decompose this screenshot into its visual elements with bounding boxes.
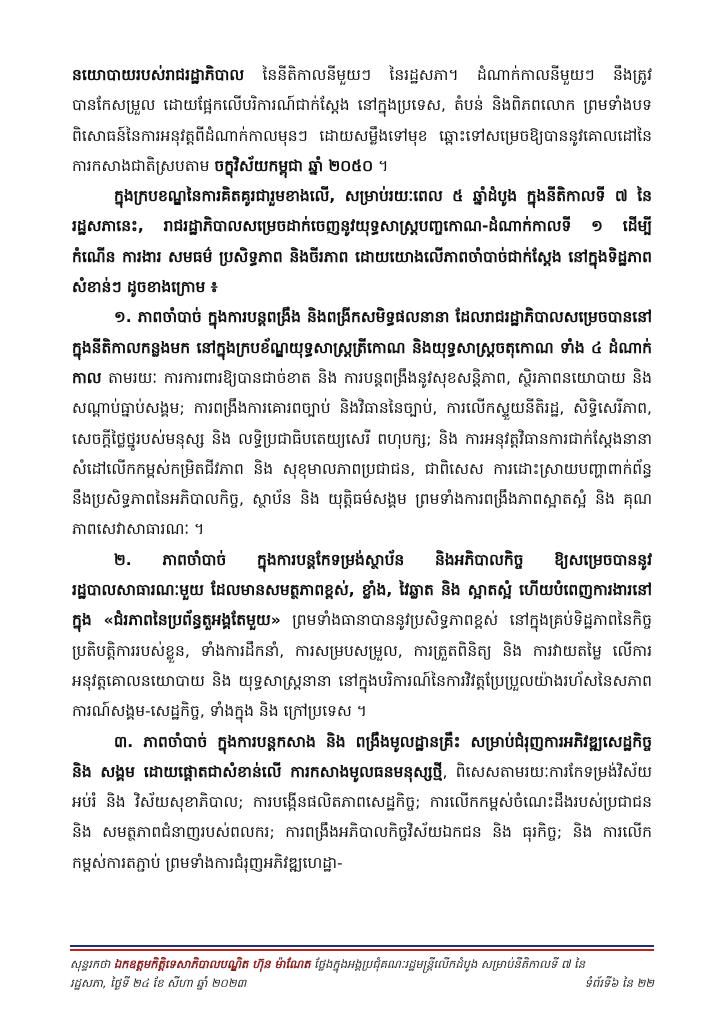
bold-text-run: នយោបាយរបស់រាជរដ្ឋាភិបាល: [72, 66, 245, 84]
bold-text-run: ក្នុងក្របខណ្ឌនៃការគិតគូរជារួមខាងលើ, សម្រាប់រយៈពេល ៥ ឆ្នាំដំបូង ក្នុងនីតិកាលទី ៧ នៃរដ្ឋសភានេះ, រាជរដ្ឋាភិបាលសម្រេចដាក់ចេញនូវយុទ្ធសាស្ត្របញ្ចកោណ-ដំណាក់កាលទី ១ ដើម្បី កំណើន ការងារ សមធម៌ ប្រសិទ្ធភាព និងចីរភាព ដោយយោងលើភាពចាំបាច់ជាក់ស្តែង នៅក្នុងទិដ្ឋភាពសំខាន់ៗ ដូចខាងក្រោម ៖: [72, 187, 652, 297]
paragraph-p2: [72, 302, 652, 544]
paragraph-p3: [72, 545, 652, 727]
paragraph-p4: [72, 727, 652, 878]
text-run: ។: [373, 156, 389, 175]
paragraph-p0: [72, 60, 652, 181]
bold-text-run: ៣. ភាពចាំបាច់ ក្នុងការបន្តកសាង និង ពង្រឹងមូលដ្ឋានគ្រឹះ សម្រាប់ជំរុញការអភិវឌ្ឍសេដ្ឋកិច្ច និង សង្គម ដោយផ្តោតជាសំខាន់លើ ការកសាងមូលធនមនុស្សថ្មី: [72, 732, 652, 781]
text-run: ព្រមទាំងធានាបាននូវប្រសិទ្ធភាពខ្ពស់ នៅក្នុងគ្រប់ទិដ្ឋភាពនៃកិច្ចប្រតិបត្តិការរបស់ខ្លួន, ទាំងការដឹកនាំ, ការសម្របសម្រួល, ការត្រួតពិនិត្យ និង ការវាយតម្លៃ លើការអនុវត្តគោលនយោបាយ និង យុទ្ធសាស្ត្រនានា នៅក្នុងបរិការណ៍នៃការវិវត្តប្រែប្រួលយ៉ាងរហ័សនៃសភាពការណ៍សង្គម-សេដ្ឋកិច្ច, ទាំងក្នុង និង ក្រៅប្រទេស ។: [72, 611, 652, 721]
footer-line-2: [70, 974, 654, 993]
bold-text-run: ចក្ខុវិស័យកម្ពុជា ឆ្នាំ ២០៥០: [214, 156, 374, 175]
footer-prefix: សុន្ទរកថា: [70, 957, 111, 971]
page-footer: [70, 955, 654, 993]
bold-text-run: ១. ភាពចាំបាច់ ក្នុងការបន្តពង្រឹង និងពង្រីកសមិទ្ធផលនានា ដែលរាជរដ្ឋាភិបាលសម្រេចបាននៅក្នុងនីតិកាលកន្លងមក នៅក្នុងក្របខ័ណ្ឌយុទ្ធសាស្ត្រត្រីកោណ និងយុទ្ធសាស្ត្រចតុកោណ ទាំង ៤ ដំណាក់កាល: [72, 308, 652, 387]
page-number: ទំព័រទី៦ នៃ ២២: [584, 976, 654, 990]
document-body: [72, 60, 652, 878]
text-run: តាមរយៈ ការការពារឱ្យបានជាច់ខាត និង ការបន្តពង្រឹងនូវសុខសន្តិភាព, ស្ថិរភាពនយោបាយ និង សណ្តាប់ធ្នាប់សង្គម; ការពង្រឹងការគោរពច្បាប់ និងវិធាននៃច្បាប់, ការលើកស្ទួយនីតិរដ្ឋ, សិទ្ធិសេរីភាព, សេចក្តីថ្លៃថ្នូរបស់មនុស្ស និង លទ្ធិប្រជាធិបតេយ្យសេរី ពហុបក្ស; និង ការអនុវត្តវិធានការជាក់ស្តែងនានា សំដៅលើកកម្ពស់កម្រិតជីវភាព និង សុខុមាលភាពប្រជាជន, ជាពិសេស ការដោះស្រាយបញ្ហាពាក់ព័ន្ធនឹងប្រសិទ្ធភាពនៃអភិបាលកិច្ច, ស្ថាប័ន និង យុត្តិធម៌សង្គម ព្រមទាំងការពង្រឹងភាពស្អាតស្អំ និង គុណភាពសេវាសាធារណៈ ។: [72, 368, 652, 539]
paragraph-p1: [72, 181, 652, 302]
footer-date: រដ្ឋសភា, ថ្ងៃទី ២៤ ខែ សីហា ឆ្នាំ ២០២៣: [70, 976, 247, 990]
bold-text-run: ២. ភាពចាំបាច់ ក្នុងការបន្តកែទម្រង់ស្ថាប័ន និងអភិបាលកិច្ច ឱ្យសម្រេចបាននូវរដ្ឋបាលសាធារណៈមួយ ដែលមានសមត្ថភាពខ្ពស់, ខ្លាំង, វៃឆ្លាត និង ស្អាតស្អំ ហើយបំពេញការងារនៅក្នុង «ជំរភាពនៃប្រព័ន្ធតួអង្គតែមួយ»: [72, 550, 652, 630]
text-run: , ពិសេសតាមរយៈការកែទម្រង់វិស័យអប់រំ និង វិស័យសុខាភិបាល; ការបង្កើនផលិតភាពសេដ្ឋកិច្ច; ការលើកកម្ពស់ចំណេះដឹងរបស់ប្រជាជន និង សមត្ថភាពជំនាញរបស់ពលករ; ការពង្រឹងអភិបាលកិច្ចវិស័យឯកជន និង ធុរកិច្ច; និង ការលើកកម្ពស់ការតភ្ជាប់ ព្រមទាំងការជំរុញអភិវឌ្ឍហេដ្ឋា-: [72, 762, 653, 872]
text-run: នៃនីតិកាលនីមួយៗ នៃរដ្ឋសភា។ ដំណាក់កាលនីមួយៗ នឹងត្រូវបានកែសម្រួល ដោយផ្អែកលើបរិការណ៍ជាក់ស្តែង នៅក្នុងប្រទេស, តំបន់ និងពិភពលោក ព្រមទាំងបទពិសោធន៍នៃការអនុវត្តពីដំណាក់កាលមុនៗ ដោយសម្លឹងទៅមុខ ឆ្ពោះទៅសម្រេចឱ្យបាននូវគោលដៅនៃការកសាងជាតិស្របតាម: [72, 66, 652, 175]
footer-rule-red: [70, 949, 654, 951]
footer-line-1: [70, 955, 654, 974]
footer-line1-rest: ថ្លែងក្នុងអង្គប្រជុំគណៈរដ្ឋមន្ត្រីលើកដំបូង សម្រាប់នីតិកាលទី ៧ នៃ: [314, 957, 586, 971]
footer-speaker-name: ឯកឧត្តមកិត្តិទេសាភិបាលបណ្ឌិត ហ៊ុន ម៉ាណែត: [113, 957, 311, 971]
footer-rule-blue: [70, 945, 654, 947]
